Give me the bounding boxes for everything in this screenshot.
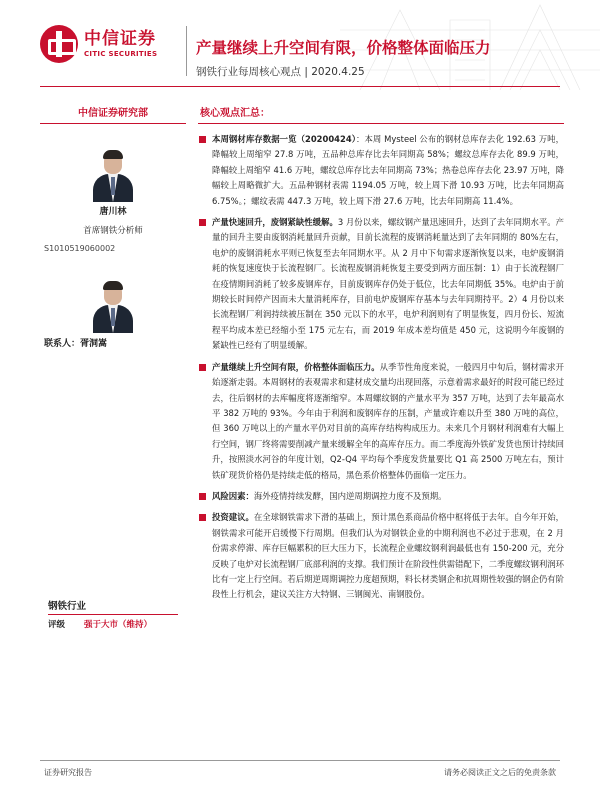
contact-photo xyxy=(93,281,133,333)
paragraph-body: ：本周 Mysteel 公布的钢材总库存去化 192.63 万吨，降幅较上周缩窄 27.8 万吨，五品种总库存比去年同期高 58%；螺纹总库存去化 89.9 万吨，降幅较上周缩窄 41.6 万吨，螺纹总库存比去年同期高 73%；热卷总库存去化 23.97 万吨，降幅较上周略微扩大。五品种钢材表需 1194.05 万吨，较上周下滑 10.93 万吨，比去年同期高 6.75%。；螺纹表需 447.3 万吨，较上周下滑 27.6 万吨，比去年同期高 11.4%。 xyxy=(212,134,564,206)
contact-label: 联系人： xyxy=(44,339,81,349)
report-title: 产量继续上升空间有限，价格整体面临压力 xyxy=(196,39,491,57)
paragraph-lead: 本周钢材库存数据一览（20200424） xyxy=(212,134,356,144)
paragraph-lead: 产量继续上升空间有限，价格整体面临压力。 xyxy=(212,361,380,372)
paragraph-lead: 投资建议。 xyxy=(212,512,254,523)
analyst-license-id: S1010519060002 xyxy=(44,244,116,253)
logo-name-cn: 中信证券 xyxy=(84,29,156,49)
bullet-icon xyxy=(199,364,206,371)
paragraph-production xyxy=(198,215,564,354)
core-views-heading: 核心观点汇总： xyxy=(198,104,564,124)
paragraph-investment xyxy=(198,510,564,602)
footer-report-type: 证券研究报告 xyxy=(44,768,92,777)
bullet-icon xyxy=(199,136,206,143)
paragraph-outlook xyxy=(198,360,564,483)
paragraph-risk xyxy=(198,489,564,504)
paragraph-lead: 风险因素： xyxy=(212,490,254,501)
footer-rule xyxy=(40,760,560,761)
contact-line xyxy=(40,336,186,349)
rating-row xyxy=(48,618,178,630)
footer-disclaimer: 请务必阅读正文之后的免责条款 xyxy=(444,768,556,777)
contact-card xyxy=(40,281,186,349)
report-subtitle: 钢铁行业每周核心观点 | 2020.4.25 xyxy=(196,66,365,78)
paragraph-inventory xyxy=(198,132,564,209)
rating-label: 评级 xyxy=(48,620,66,630)
analyst-title: 首席钢铁分析师 xyxy=(83,226,143,236)
paragraph-body: 从季节性角度来说，一般四月中旬后，钢材需求开始逐渐走弱。本周钢材的表观需求和建材成交量均出现回落，示意着需求最好的时段可能已经过去，往后钢材的去库幅度将逐渐缩窄。本周螺纹钢的产量水平为 357 万吨，达到了去年最高水平 382 万吨的 93%。今年由于利润和废钢库存的压制，产量或许难以升至 380 万吨的高位，但 360 万吨以上的产量水平仍对目前的高库存结构构成压力。未来几个月钢材利润难有大幅上行空间，钢厂终将需要削减产量来缓解全年的高库存压力。而二季度海外铁矿发货也预计持续回升，按照淡水河谷的年度计划，Q2-Q4 平均每个季度发货量要比 Q1 高 2500 万吨左右，预计铁矿现货价格仍是持续走低的格局，黑色系价格整体仍面临一定压力。 xyxy=(212,361,565,480)
main-content xyxy=(198,104,564,603)
analyst-card xyxy=(40,150,186,253)
rating-value: 强于大市（维持） xyxy=(84,620,153,630)
bullet-icon xyxy=(199,514,206,521)
logo-name-en: CITIC SECURITIES xyxy=(84,50,158,58)
paragraph-lead: 产量快速回升，废钢紧缺性缓解。 xyxy=(212,217,338,228)
contact-name: 胥洞嵩 xyxy=(80,339,108,349)
institute-name: 中信证券研究部 xyxy=(40,104,186,124)
header-divider xyxy=(186,26,187,76)
analyst-name: 唐川林 xyxy=(99,207,127,217)
citic-logo xyxy=(40,22,180,66)
rating-box xyxy=(48,598,178,630)
paragraph-body: 3 月份以来，螺纹钢产量迅速回升，达到了去年同期水平。产量的回升主要由废钢消耗量回升贡献，目前长流程的废钢消耗量达到了去年同期的 80%左右，电炉的废钢消耗水平则已恢复至去年同期水平。从 2 月中下旬需求逐渐恢复以来，电炉废钢消耗的恢复速度快于长流程钢厂。长流程废钢消耗恢复主要受到两方面压制：1）由于长流程钢厂在疫情期间消耗了较多废钢库存，目前废钢库存仍处于低位，比去年同期低 35%。电炉由于前期较长时间停产因而未大量消耗库存，目前电炉废钢库存基本与去年同期持平。2）4 月份以来长流程钢厂利润持续被压制在 350 元以下的水平，电炉利润则有了明显恢复，四月份长、短流程平均成本差已经缩小至 175 元左右，而 2019 年成本差均值是 450 元，这说明今年废钢的紧缺性已经有了明显缓解。 xyxy=(212,217,564,351)
citic-logo-icon xyxy=(40,25,78,63)
left-sidebar xyxy=(40,104,186,349)
report-header xyxy=(0,0,600,90)
paragraph-body: 海外疫情持续发酵，国内逆周期调控力度不及预期。 xyxy=(253,490,447,501)
rating-industry: 钢铁行业 xyxy=(48,598,178,615)
analyst-photo xyxy=(93,150,133,202)
bullet-icon xyxy=(199,219,206,226)
bullet-icon xyxy=(199,493,206,500)
header-rule xyxy=(40,86,560,87)
paragraph-body: 在全球钢铁需求下滑的基础上，预计黑色系商品价格中枢将低于去年。自今年开始，钢铁需求可能开启缓慢下行周期。但我们认为对钢铁企业的中期利润也不必过于悲观，在 2 月份需求停滞、库存巨幅累积的巨大压力下，长流程企业螺纹钢利润最低也有 150-200 元，充分反映了电炉对长流程钢厂底部利润的支撑。我们预计在阶段性供需错配下，二季度螺纹钢利润环比有一定上行空间。若后期逆周期调控力度超预期，料长材类钢企和抗周期性较强的钢企仍有阶段性上行机会，建议关注方大特钢、三钢闽光、南钢股份。 xyxy=(212,512,564,600)
